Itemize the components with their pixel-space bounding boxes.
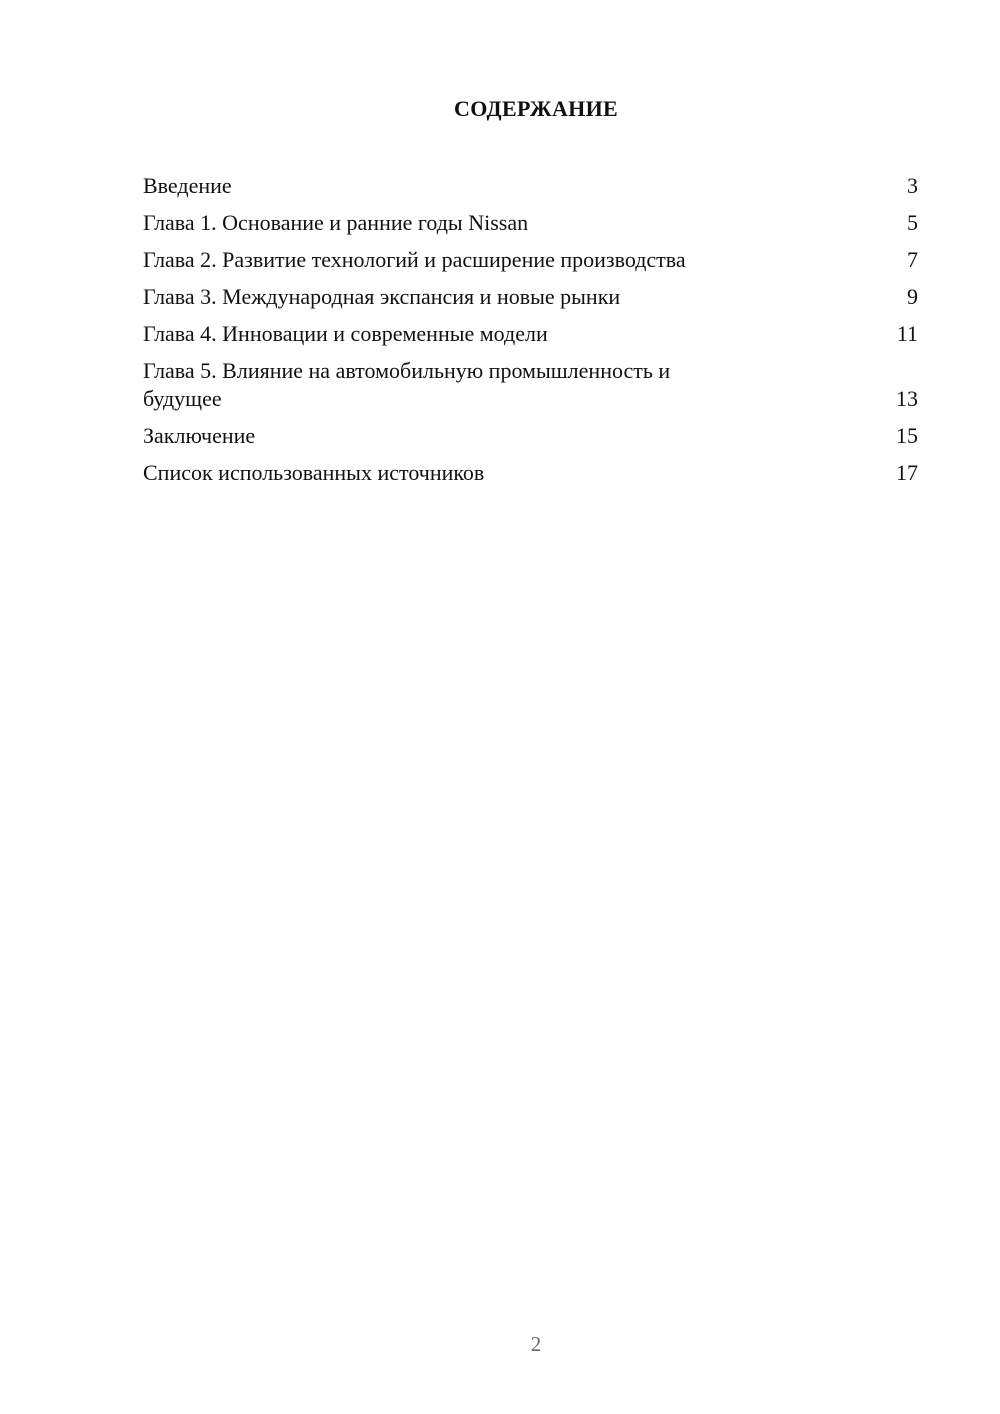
toc-entry-label: Глава 3. Международная экспансия и новые рынки [143,284,621,309]
page-number: 2 [530,1332,542,1356]
toc-entry-chapter-4 [143,316,918,353]
toc-entry-page: 15 [896,423,918,448]
toc-entry-references [143,455,918,492]
toc-entry-chapter-1 [143,205,918,242]
toc-entry-page: 11 [896,321,918,346]
toc-entry-page: 5 [907,210,918,235]
toc-entry-label: Глава 5. Влияние на автомобильную промышленность и будущее [143,358,671,411]
toc-entry-page: 7 [907,247,918,272]
toc-entry-label: Глава 1. Основание и ранние годы Nissan [143,210,529,235]
toc-entry-label: Список использованных источников [143,460,485,485]
table-of-contents [143,168,918,492]
page-title: СОДЕРЖАНИЕ [454,96,618,121]
toc-entry-label: Введение [143,173,232,198]
toc-entry-chapter-3 [143,279,918,316]
toc-entry-introduction [143,168,918,205]
toc-entry-chapter-5 [143,353,918,418]
toc-entry-page: 3 [907,173,918,198]
toc-entry-label: Заключение [143,423,256,448]
toc-entry-chapter-2 [143,242,918,279]
toc-entry-label: Глава 2. Развитие технологий и расширение производства [143,247,686,272]
toc-entry-label: Глава 4. Инновации и современные модели [143,321,548,346]
toc-entry-page: 13 [896,386,918,411]
toc-entry-conclusion [143,418,918,455]
toc-entry-page: 17 [896,460,918,485]
toc-entry-page: 9 [907,284,918,309]
